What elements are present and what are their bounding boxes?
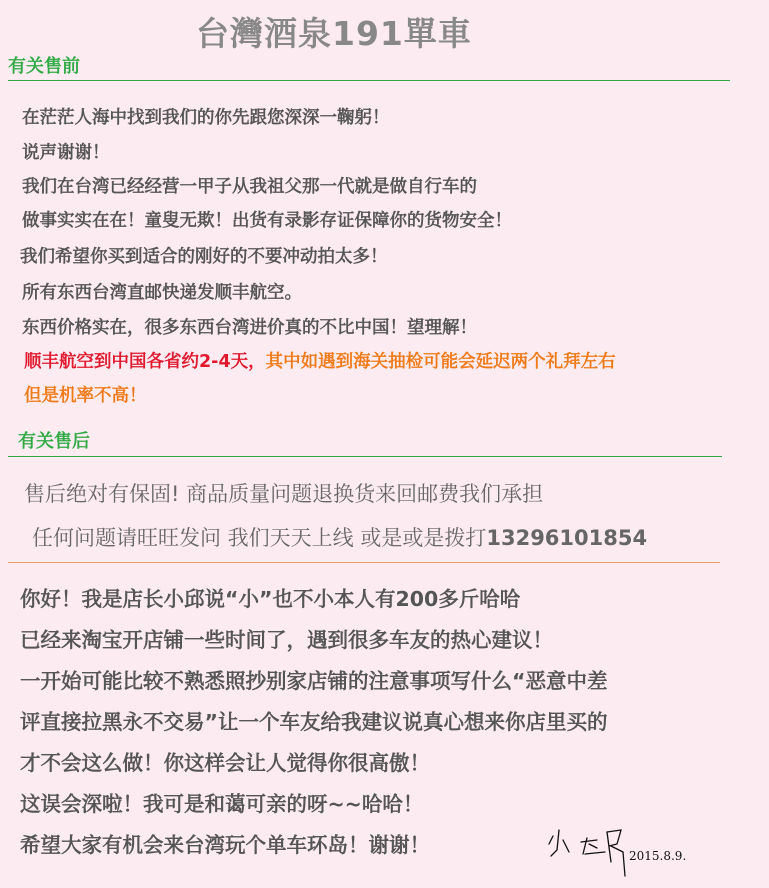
presale-line: 所有东西台湾直邮快递发顺丰航空。 — [22, 283, 302, 303]
shipping-time-text: 顺丰航空到中国各省约2-4天， — [24, 352, 266, 372]
aftersale-divider — [8, 456, 722, 457]
presale-line: 我们希望你买到适合的刚好的不要冲动拍太多！ — [20, 247, 388, 267]
aftersale-heading: 有关售后 — [18, 431, 90, 452]
presale-line: 做事实实在在！童叟无欺！出货有录影存证保障你的货物安全！ — [22, 211, 512, 231]
presale-line: 说声谢谢！ — [22, 143, 110, 163]
aftersale-contact-line — [32, 522, 647, 552]
owner-note-line: 才不会这么做！你这样会让人觉得你很高傲！ — [20, 751, 430, 775]
owner-note-line: 你好！我是店长小邱说“小”也不小本人有200多斤哈哈 — [20, 587, 521, 611]
shipping-note: 但是机率不高！ — [24, 386, 147, 406]
handwritten-signature — [545, 822, 705, 882]
owner-note-line: 这误会深啦！我可是和蔼可亲的呀~~哈哈！ — [20, 792, 424, 816]
presale-line: 在茫茫人海中找到我们的你先跟您深深一鞠躬！ — [22, 108, 390, 128]
presale-line: 东西价格实在，很多东西台湾进价真的不比中国！望理解！ — [22, 318, 477, 338]
aftersale-warranty-line: 售后绝对有保固! 商品质量问题退换货来回邮费我们承担 — [24, 482, 544, 506]
phone-number: 13296101854 — [486, 526, 648, 550]
owner-note-line: 一开始可能比较不熟悉照抄别家店铺的注意事项写什么“恶意中差 — [20, 669, 608, 693]
presale-divider — [8, 80, 730, 81]
shipping-line — [24, 348, 616, 373]
owner-note-line: 希望大家有机会来台湾玩个单车环岛！谢谢！ — [20, 833, 430, 857]
owner-note-line: 评直接拉黑永不交易”让一个车友给我建议说真心想来你店里买的 — [20, 710, 608, 734]
shipping-delay-text: 其中如遇到海关抽检可能会延迟两个礼拜左右 — [265, 352, 616, 372]
owner-note-line: 已经来淘宝开店铺一些时间了，遇到很多车友的热心建议！ — [20, 628, 553, 652]
signature-date: 2015.8.9. — [629, 849, 687, 863]
aftersale-contact-text: 任何问题请旺旺发问 我们天天上线 或是或是拨打 — [32, 526, 487, 550]
presale-line: 我们在台湾已经经营一甲子从我祖父那一代就是做自行车的 — [22, 177, 477, 197]
owner-divider — [8, 562, 720, 563]
page-title: 台灣酒泉191單車 — [196, 14, 472, 53]
presale-heading: 有关售前 — [8, 56, 80, 77]
